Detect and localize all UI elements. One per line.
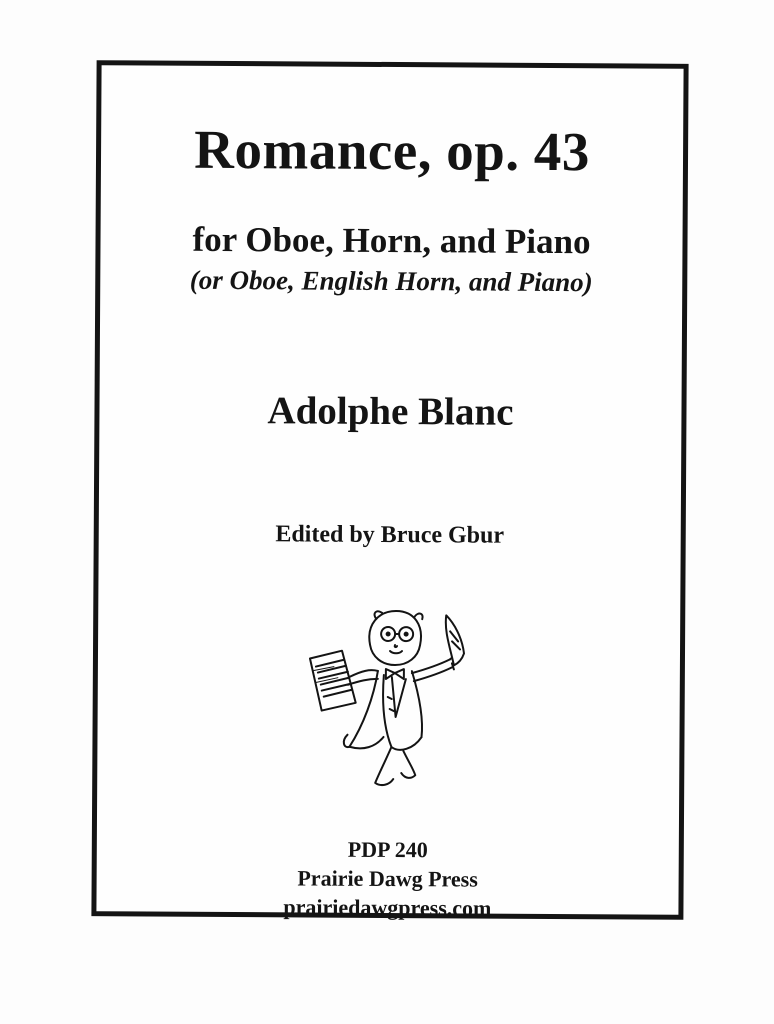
publisher-website: prairiedawgpress.com [283, 894, 492, 921]
publisher-name: Prairie Dawg Press [297, 865, 478, 892]
page-title: Romance, op. 43 [194, 118, 591, 183]
composer-name: Adolphe Blanc [267, 389, 514, 434]
cover-frame [91, 60, 688, 920]
prairie-dog-mascot-icon [303, 606, 478, 792]
instrumentation-subtitle: for Oboe, Horn, and Piano [192, 219, 591, 262]
alternate-instrumentation: (or Oboe, English Horn, and Piano) [189, 264, 593, 298]
quill-pen-icon [446, 615, 465, 669]
editor-credit: Edited by Bruce Gbur [275, 521, 505, 549]
sheet-music-icon [310, 651, 356, 711]
catalog-number: PDP 240 [347, 836, 428, 863]
